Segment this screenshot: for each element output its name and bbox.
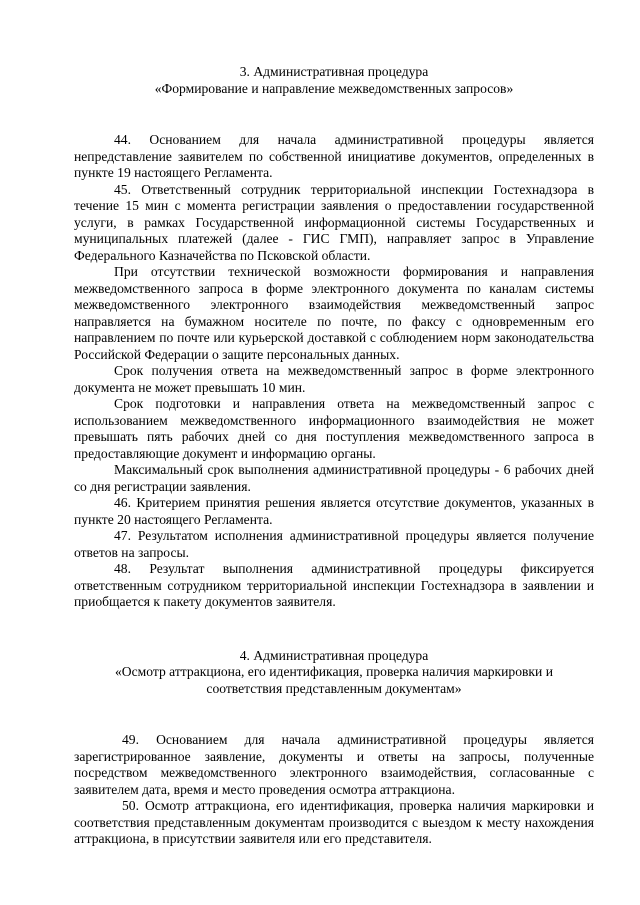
paragraph-45: 45. Ответственный сотрудник территориальной инспекции Гостехнадзора в течение 15 мин с момента регистрации заявления о предоставлении государственной услуги, в рамках Государственной информационной системы Государственных и муниципальных платежей (далее - ГИС ГМП), направляет запрос в Управление Федерального Казначейства по Псковской области. (74, 181, 594, 263)
section-4-title: 4. Административная процедура (239, 647, 429, 663)
paragraph-47: 47. Результатом исполнения административной процедуры является получение ответов на запросы. (74, 528, 594, 560)
section-3-subtitle: «Формирование и направление межведомственных запросов» (154, 80, 514, 96)
paragraph-48: 48. Результат выполнения административной процедуры фиксируется ответственным сотрудником территориальной инспекции Гостехнадзора в заявлении и приобщается к пакету документов заявителя. (74, 561, 594, 609)
section-4-subtitle-line-2: соответствия представленным документам» (206, 680, 462, 696)
document-page (74, 64, 594, 848)
paragraph-response-preparation: Срок подготовки и направления ответа на межведомственный запрос с использованием межведомственного информационного взаимодействия не может превышать пять рабочих дней со дня поступления межведомственного запроса в предоставляющие документ и информацию органы. (74, 396, 594, 461)
section-3-title: 3. Административная процедура (239, 64, 429, 79)
paragraph-50: 50. Осмотр аттракциона, его идентификация, проверка наличия маркировки и соответствия представленным документам производится с выездом к месту нахождения аттракциона, в присутствии заявителя или его представителя. (74, 798, 594, 846)
paragraph-max-duration: Максимальный срок выполнения административной процедуры - 6 рабочих дней со дня регистрации заявления. (74, 462, 594, 494)
paragraph-no-technical-possibility: При отсутствии технической возможности формирования и направления межведомственного запроса в форме электронного документа по каналам системы межведомственного электронного взаимодействия межведомственный запрос направляется на бумажном носителе по почте, по факсу с одновременным его направлением по почте или курьерской доставкой с соблюдением норм законодательства Российской Федерации о защите персональных данных. (74, 264, 594, 362)
section-4-heading (74, 648, 594, 698)
paragraph-response-time: Срок получения ответа на межведомственный запрос в форме электронного документа не может превышать 10 мин. (74, 363, 594, 395)
paragraph-49: 49. Основанием для начала административной процедуры является зарегистрированное заявление, документы и ответы на запросы, полученные посредством межведомственного электронного взаимодействия, согласованные с заявителем дата, время и место проведения осмотра аттракциона. (74, 732, 594, 797)
section-3-body (74, 132, 594, 611)
section-4-body (74, 732, 594, 848)
section-4-subtitle-line-1: «Осмотр аттракциона, его идентификация, проверка наличия маркировки и (115, 664, 553, 679)
section-3-heading (74, 64, 594, 97)
paragraph-44: 44. Основанием для начала административной процедуры является непредставление заявителем по собственной инициативе документов, определенных в пункте 19 настоящего Регламента. (74, 132, 594, 180)
paragraph-46: 46. Критерием принятия решения является отсутствие документов, указанных в пункте 20 настоящего Регламента. (74, 495, 594, 527)
